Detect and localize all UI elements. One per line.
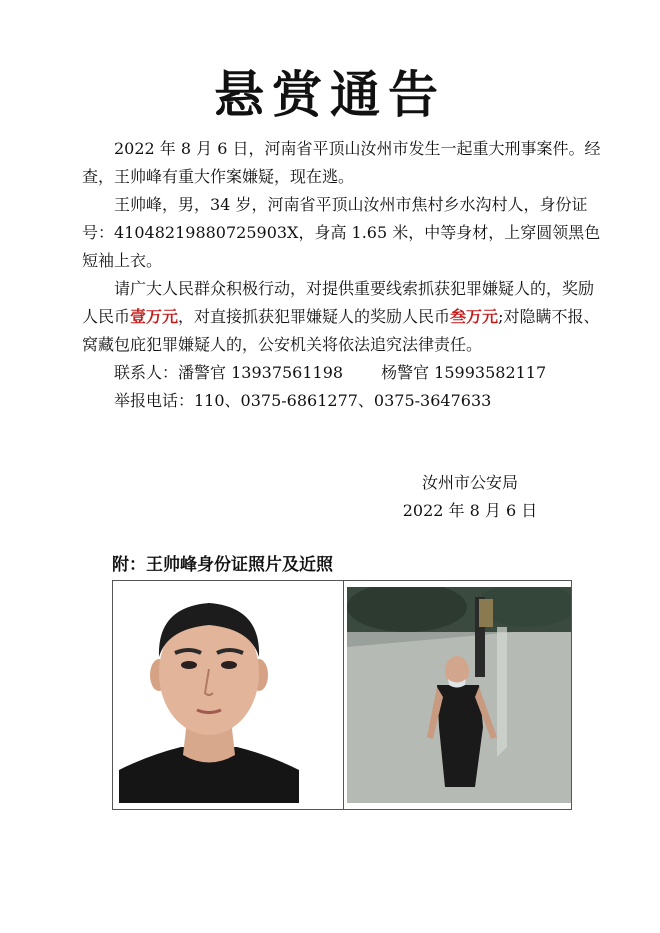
contact-officer-yang: 杨警官 15993582117: [381, 363, 547, 382]
contact-label: 联系人：: [114, 363, 179, 382]
paragraph-incident: 2022 年 8 月 6 日，河南省平顶山汝州市发生一起重大刑事案件。经查，王帅峰有重大作案嫌疑，现在逃。: [82, 139, 601, 186]
contact-line: [82, 359, 602, 387]
hotline-line: 举报电话：110、0375-6861277、0375-3647633: [114, 391, 492, 410]
reward-text-a: 请广大人民群众积极行动，对提供重要线索抓获犯罪嫌疑人的，奖励人民币: [82, 279, 595, 326]
photo-frame: [112, 580, 572, 810]
notice-title: 悬赏通告: [214, 66, 446, 124]
photo-divider: [343, 581, 344, 809]
attachment-caption: 附：王帅峰身份证照片及近照: [112, 555, 333, 575]
paragraph-reward: [82, 275, 602, 359]
recent-photo: [347, 587, 571, 803]
notice-body: [82, 135, 602, 415]
paragraph-suspect-description: 王帅峰，男，34 岁，河南省平顶山汝州市焦村乡水沟村人，身份证号：41048219880725903X，身高 1.65 米，中等身材，上穿圆领黑色短袖上衣。: [82, 195, 601, 270]
contact-officer-pan: 潘警官 13937561198: [178, 363, 344, 382]
id-photo: [119, 595, 299, 803]
issuer-name: 汝州市公安局: [421, 473, 518, 492]
reward-text-b: ，对直接抓获犯罪嫌疑人的奖励人民币: [178, 307, 451, 326]
issue-date: 2022 年 8 月 6 日: [402, 501, 538, 520]
reward-amount-clue: 壹万元: [130, 307, 179, 326]
reward-amount-capture: 叁万元: [450, 307, 499, 326]
reward-text-c: ;对隐瞒不报、窝藏包庇犯罪嫌疑人的，公安机关将依法追究法律责任。: [82, 307, 600, 354]
